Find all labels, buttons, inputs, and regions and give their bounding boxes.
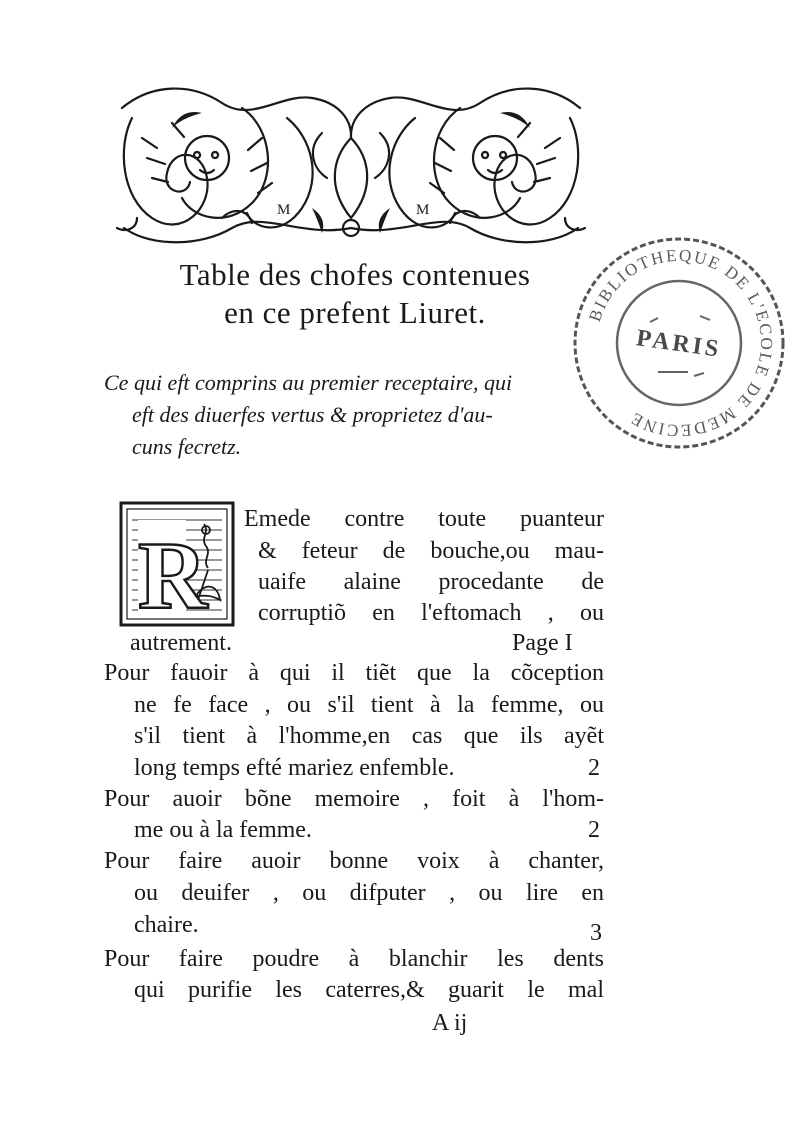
entry-2-page: 2: [588, 755, 600, 781]
entry-3-page: 2: [588, 817, 600, 843]
entry-1-page: Page I: [512, 630, 573, 656]
entry-2-line-1: Pour fauoir à qui il tiẽt que la cõception: [104, 660, 604, 686]
entry-3-line-2: me ou à la femme.: [134, 817, 312, 843]
dropcap-r: [118, 500, 236, 628]
entry-2-line-3: s'il tient à l'homme,en cas que ils ayẽt: [134, 723, 604, 749]
headpiece-initial-right: M: [416, 202, 430, 218]
entry-1-line-2: & feteur de bouche,ou mau-: [258, 538, 604, 564]
entry-2-line-4: long temps efté mariez enfemble.: [134, 755, 455, 781]
entry-4-line-2: ou deuifer , ou difputer , ou lire en: [134, 880, 604, 906]
ornamental-headpiece: [112, 78, 590, 250]
dropcap-letter: R: [138, 522, 208, 628]
signature-mark: A ij: [432, 1010, 468, 1036]
headpiece-initial-left: M: [277, 202, 291, 218]
entry-4-line-3: chaire.: [134, 912, 199, 938]
subtitle-line-2: eft des diuerfes vertus & proprietez d'au-: [132, 402, 493, 427]
entry-3-line-1: Pour auoir bõne memoire , foit à l'hom-: [104, 786, 604, 812]
page-title-line-2: en ce prefent Liuret.: [224, 295, 486, 330]
entry-2-line-2: ne fe face , ou s'il tient à la femme, ou: [134, 692, 604, 718]
entry-1-line-5: autrement.: [130, 630, 232, 656]
stamp-ring-text: BIBLIOTHEQUE DE L'ECOLE DE MEDECINE: [585, 245, 777, 441]
page-title-line-1: Table des chofes contenues: [179, 257, 531, 292]
entry-5-line-1: Pour faire poudre à blanchir les dents: [104, 946, 604, 972]
subtitle-line-3: cuns fecretz.: [132, 434, 242, 459]
stamp-center-text: PARIS: [634, 325, 723, 363]
entry-4-line-1: Pour faire auoir bonne voix à chanter,: [104, 848, 604, 874]
entry-1-line-4: corruptiõ en l'eftomach , ou: [258, 600, 604, 626]
subtitle-line-1: Ce qui eft comprins au premier receptaire, qui: [104, 370, 513, 395]
entry-1-line-3: uaife alaine procedante de: [258, 569, 604, 595]
entry-4-page: 3: [590, 920, 602, 946]
entry-1-line-1: Emede contre toute puanteur: [244, 506, 604, 532]
entry-5-line-2: qui purifie les caterres,& guarit le mal: [134, 977, 604, 1003]
